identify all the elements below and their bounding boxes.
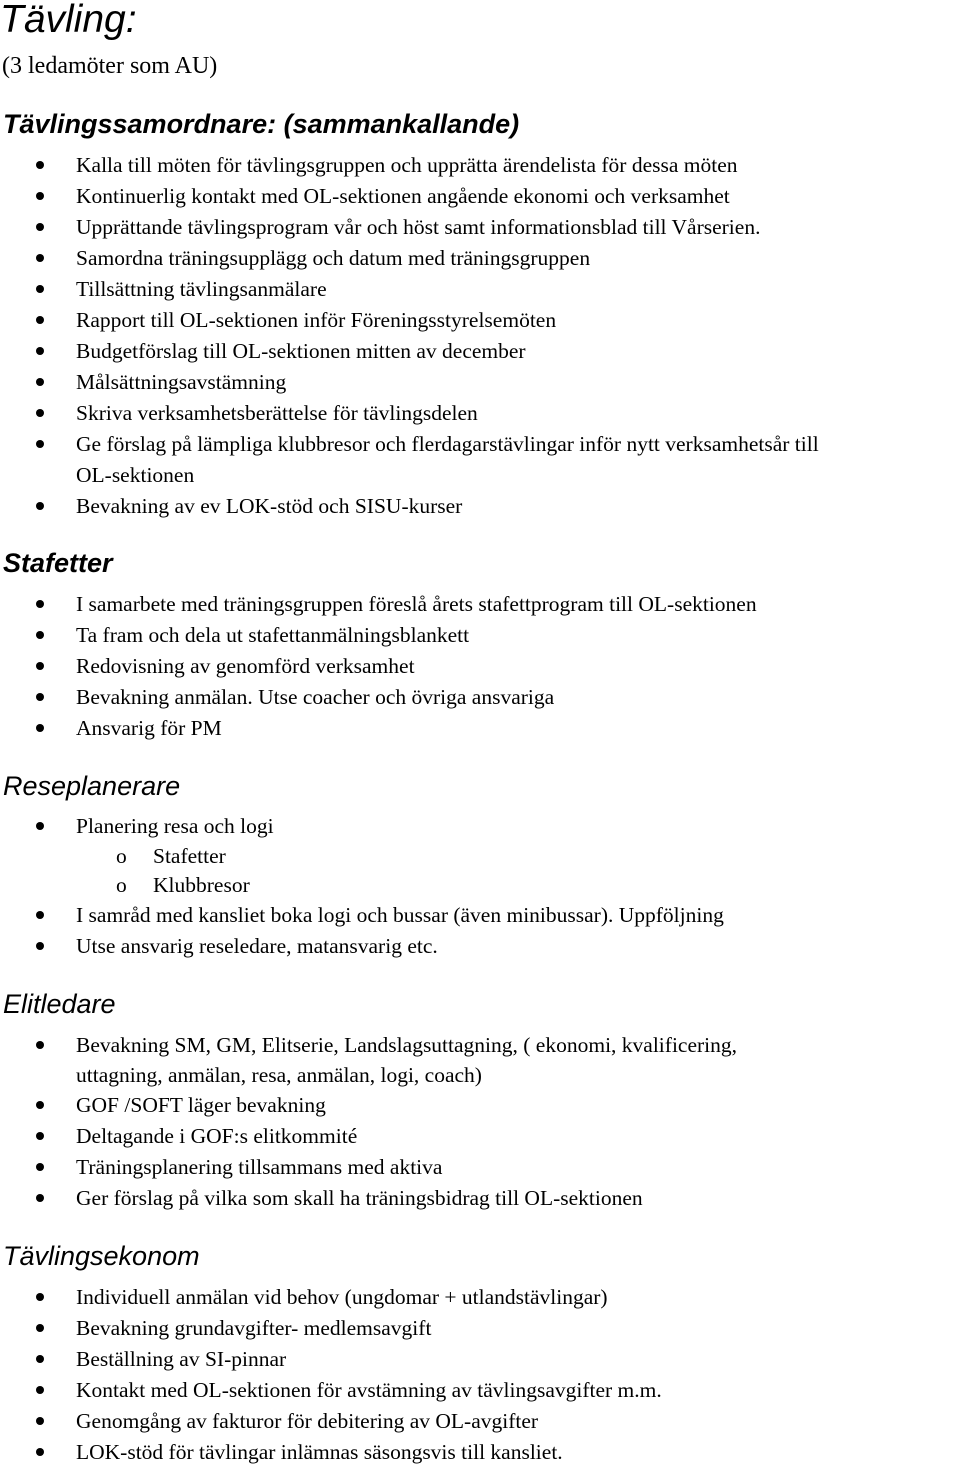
list-item: Deltagande i GOF:s elitkommité [0, 1121, 960, 1152]
bullet-icon [36, 662, 44, 670]
section-heading-elitledare: Elitledare [3, 989, 116, 1019]
section-heading-reseplanerare: Reseplanerare [3, 771, 181, 801]
list-item: Ansvarig för PM [0, 713, 960, 744]
list-item: Utse ansvarig reseledare, matansvarig etc. [0, 931, 960, 962]
list-item: Samordna träningsupplägg och datum med träningsgruppen [0, 243, 960, 274]
list-item: Beställning av SI-pinnar [0, 1344, 960, 1375]
bullet-icon [36, 693, 44, 701]
list-item: Kontakt med OL-sektionen för avstämning av tävlingsavgifter m.m. [0, 1375, 960, 1406]
bullet-icon [36, 600, 44, 608]
bullet-icon [36, 1163, 44, 1171]
sub-bullet-marker: o [116, 844, 127, 868]
bullet-icon [36, 254, 44, 262]
bullet-icon [36, 161, 44, 169]
bullet-icon [36, 1041, 44, 1049]
bullet-icon [36, 440, 44, 448]
list-item: I samarbete med träningsgruppen föreslå årets stafettprogram till OL-sektionen [0, 589, 960, 620]
section-heading-stafetter: Stafetter [3, 548, 113, 578]
bullet-icon [36, 223, 44, 231]
list-item: Genomgång av fakturor för debitering av OL-avgifter [0, 1406, 960, 1437]
bullet-icon [36, 378, 44, 386]
page-title: Tävling: [0, 0, 137, 41]
list-item: Målsättningsavstämning [0, 367, 960, 398]
bullet-icon [36, 1132, 44, 1140]
bullet-icon [36, 192, 44, 200]
bullet-icon [36, 502, 44, 510]
bullet-icon [36, 724, 44, 732]
list-item: Redovisning av genomförd verksamhet [0, 651, 960, 682]
bullet-icon [36, 347, 44, 355]
bullet-icon [36, 911, 44, 919]
sub-list-item: o Stafetter [0, 842, 960, 871]
list-item: Bevakning SM, GM, Elitserie, Landslagsuttagning, ( ekonomi, kvalificering, uttagning, anmälan, resa, anmälan, logi, coach) [0, 1030, 960, 1090]
bullet-icon [36, 942, 44, 950]
bullet-icon [36, 285, 44, 293]
bullet-icon [36, 1355, 44, 1363]
list-item: Upprättande tävlingsprogram vår och höst samt informationsblad till Vårserien. [0, 212, 960, 243]
bullet-icon [36, 1386, 44, 1394]
section-list-tavlingsekonom [0, 1282, 960, 1468]
section-list-elitledare [0, 1030, 960, 1214]
bullet-icon [36, 316, 44, 324]
list-item: GOF /SOFT läger bevakning [0, 1090, 960, 1121]
list-item: Träningsplanering tillsammans med aktiva [0, 1152, 960, 1183]
section-list-reseplanerare [0, 811, 960, 962]
bullet-icon [36, 1324, 44, 1332]
bullet-icon [36, 631, 44, 639]
list-item: Kalla till möten för tävlingsgruppen och upprätta ärendelista för dessa möten [0, 150, 960, 181]
list-item: Bevakning anmälan. Utse coacher och övriga ansvariga [0, 682, 960, 713]
list-item: Skriva verksamhetsberättelse för tävlingsdelen [0, 398, 960, 429]
page-subtitle: (3 ledamöter som AU) [2, 53, 218, 79]
bullet-icon [36, 1417, 44, 1425]
list-item: Planering resa och logi [0, 811, 960, 842]
bullet-icon [36, 822, 44, 830]
list-item: Bevakning grundavgifter- medlemsavgift [0, 1313, 960, 1344]
sub-bullet-marker: o [116, 873, 127, 897]
list-item: Ge förslag på lämpliga klubbresor och flerdagarstävlingar inför nytt verksamhetsår till OL-sektionen [0, 429, 960, 491]
list-item: Individuell anmälan vid behov (ungdomar + utlandstävlingar) [0, 1282, 960, 1313]
section-heading-tavlingssamordnare: Tävlingssamordnare: (sammankallande) [3, 109, 520, 139]
bullet-icon [36, 1194, 44, 1202]
list-item: I samråd med kansliet boka logi och bussar (även minibussar). Uppföljning [0, 900, 960, 931]
list-item: Rapport till OL-sektionen inför Föreningsstyrelsemöten [0, 305, 960, 336]
bullet-icon [36, 1101, 44, 1109]
list-item: Tillsättning tävlingsanmälare [0, 274, 960, 305]
sub-list-item: o Klubbresor [0, 871, 960, 900]
section-heading-tavlingsekonom: Tävlingsekonom [3, 1241, 200, 1271]
section-list-tavlingssamordnare [0, 150, 960, 522]
list-item: LOK-stöd för tävlingar inlämnas säsongsvis till kansliet. [0, 1437, 960, 1468]
list-item: Ger förslag på vilka som skall ha träningsbidrag till OL-sektionen [0, 1183, 960, 1214]
bullet-icon [36, 409, 44, 417]
list-item: Ta fram och dela ut stafettanmälningsblankett [0, 620, 960, 651]
bullet-icon [36, 1448, 44, 1456]
list-item: Budgetförslag till OL-sektionen mitten av december [0, 336, 960, 367]
section-list-stafetter [0, 589, 960, 744]
bullet-icon [36, 1293, 44, 1301]
list-item: Kontinuerlig kontakt med OL-sektionen angående ekonomi och verksamhet [0, 181, 960, 212]
list-item: Bevakning av ev LOK-stöd och SISU-kurser [0, 491, 960, 522]
